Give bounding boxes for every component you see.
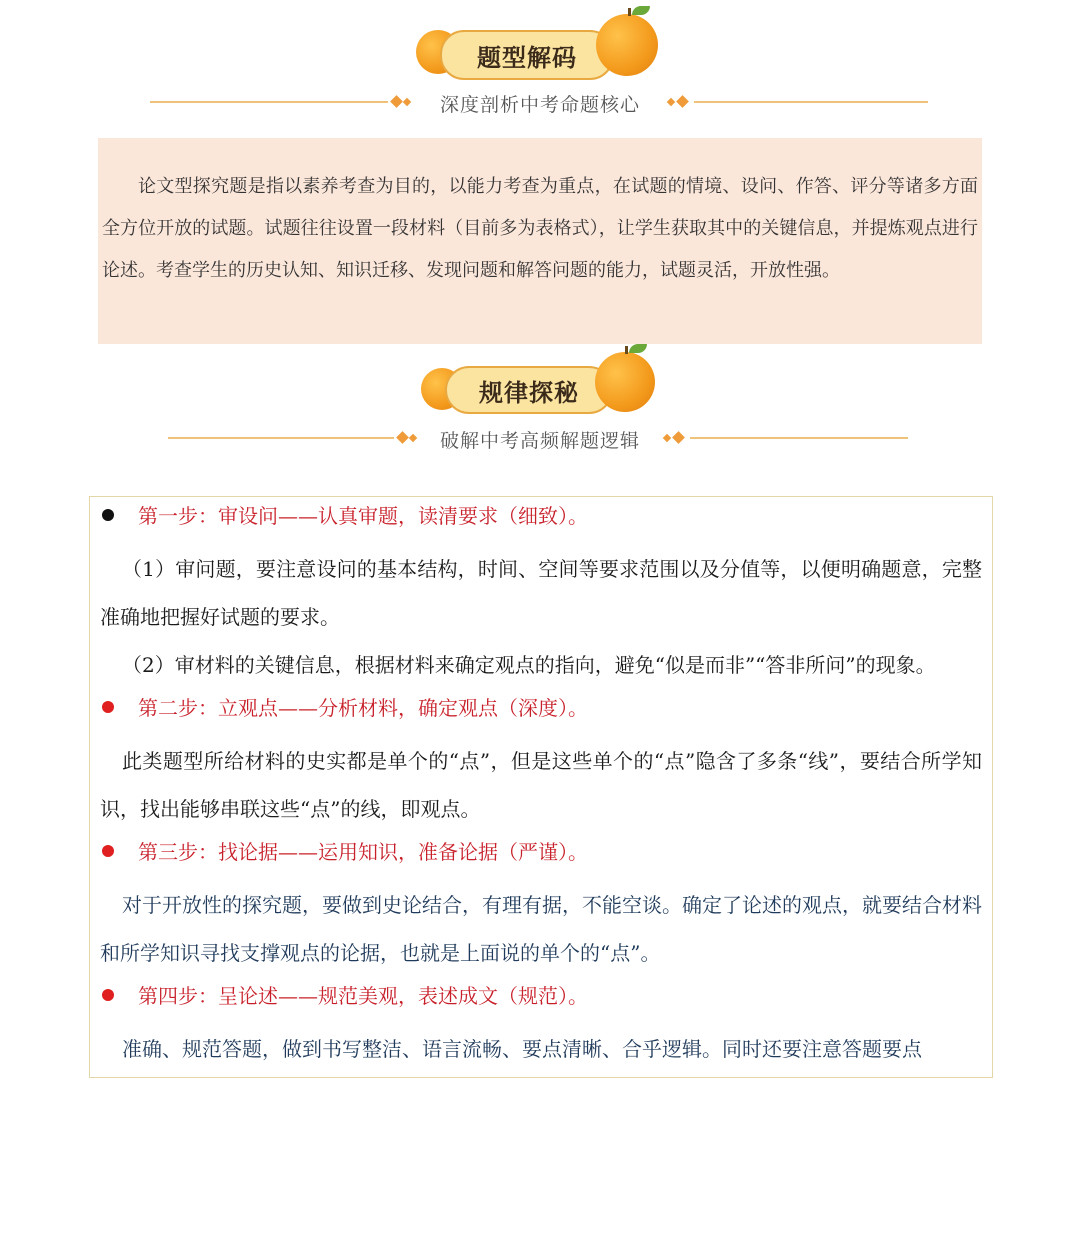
section-title-2: 规律探秘: [445, 366, 613, 414]
title-badge-2: [425, 344, 655, 420]
orange-leaf-icon: [632, 6, 650, 15]
step-3-paragraph-1: 对于开放性的探究题，要做到史论结合，有理有据，不能空谈。确定了论述的观点，就要结合材料和所学知识寻找支撑观点的论据，也就是上面说的单个的“点”。: [100, 893, 982, 965]
divider-line-right: [690, 437, 908, 439]
steps-box: [89, 496, 993, 1078]
step-2-heading: 第二步：立观点——分析材料，确定观点（深度）。: [138, 696, 588, 720]
step-3-heading: 第三步：找论据——运用知识，准备论据（严谨）。: [138, 840, 588, 864]
title-badge-1: [420, 6, 660, 86]
step-4-heading: 第四步：呈论述——规范美观，表述成文（规范）。: [138, 984, 588, 1008]
step-heading: [100, 833, 982, 881]
intro-box: [98, 138, 982, 344]
bullet-icon: [102, 509, 114, 521]
bullet-icon: [102, 989, 114, 1001]
orange-right-icon: [596, 14, 658, 76]
step-2-paragraph-1: 此类题型所给材料的史实都是单个的“点”，但是这些单个的“点”隐含了多条“线”，要结合所学知识，找出能够串联这些“点”的线，即观点。: [100, 749, 982, 821]
orange-stem-icon: [625, 346, 628, 354]
step-1-paragraph-1: （1）审问题，要注意设问的基本结构，时间、空间等要求范围以及分值等，以便明确题意，完整准确地把握好试题的要求。: [100, 557, 982, 629]
subtitle-row-2: [0, 426, 1080, 450]
section-subtitle-1: 深度剖析中考命题核心: [439, 94, 640, 116]
step-heading: [100, 497, 982, 545]
step-1-paragraph-2: （2）审材料的关键信息，根据材料来确定观点的指向，避免“似是而非”“答非所问”的现象。: [122, 653, 936, 677]
section-title-1: 题型解码: [440, 30, 614, 80]
subtitle-row-1: [0, 90, 1080, 114]
step-heading: [100, 689, 982, 737]
section-banner-1: [0, 6, 1080, 126]
step-heading: [100, 977, 982, 1025]
bullet-icon: [102, 845, 114, 857]
intro-text: 论文型探究题是指以素养考查为目的，以能力考查为重点，在试题的情境、设问、作答、评分等诸多方面全方位开放的试题。试题往往设置一段材料（目前多为表格式），让学生获取其中的关键信息，并提炼观点进行论述。考查学生的历史认知、知识迁移、发现问题和解答问题的能力，试题灵活，开放性强。: [102, 176, 978, 281]
section-subtitle-2: 破解中考高频解题逻辑: [439, 430, 640, 452]
bullet-icon: [102, 701, 114, 713]
section-banner-2: [0, 344, 1080, 464]
divider-line-right: [694, 101, 928, 103]
orange-leaf-icon: [629, 344, 647, 353]
step-4-paragraph-1: 准确、规范答题，做到书写整洁、语言流畅、要点清晰、合乎逻辑。同时还要注意答题要点: [122, 1037, 922, 1061]
orange-right-icon: [595, 352, 655, 412]
step-1-heading: 第一步：审设问——认真审题，读清要求（细致）。: [138, 504, 588, 528]
orange-stem-icon: [628, 8, 631, 16]
